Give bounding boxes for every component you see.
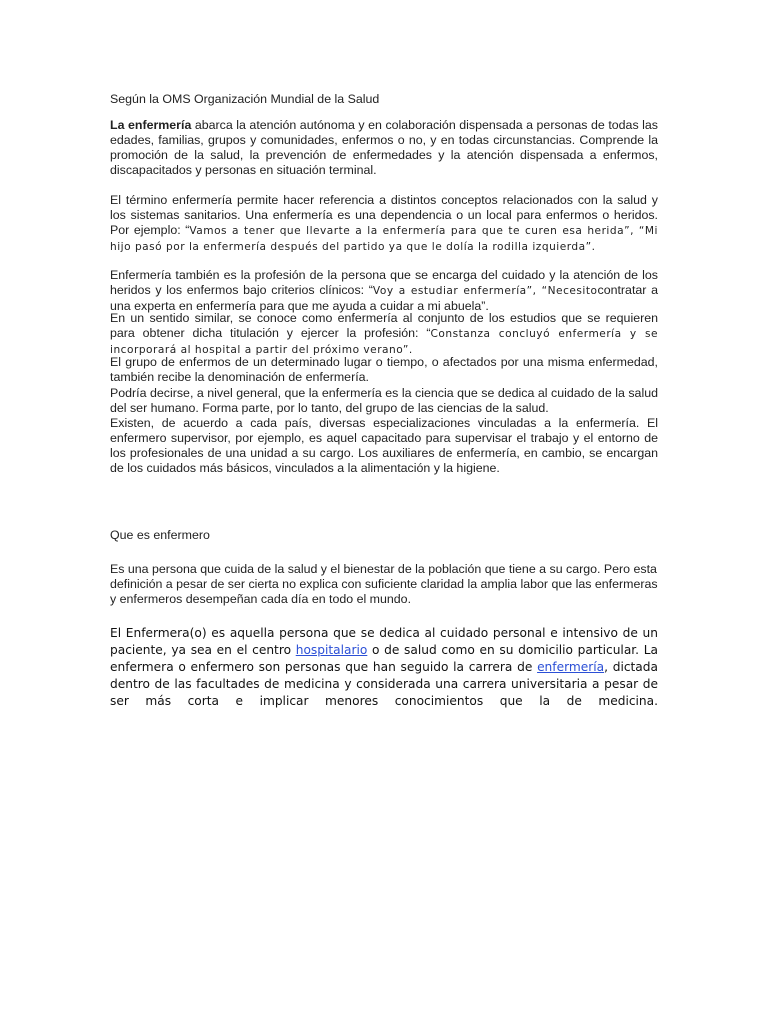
link-hospitalario[interactable]: hospitalario (295, 643, 368, 657)
paragraph-text: o de salud como en su domicilio particular. La enfermera o enfermero son personas que han seguido la carrera de (110, 643, 658, 674)
paragraph-profession (110, 268, 658, 314)
paragraph-nurse-role (110, 625, 658, 710)
paragraph-text: Enfermería también es la profesión de la persona que se encarga del cuidado y la atención de los heridos y los enfermos bajo criterios clínicos: “ (110, 268, 658, 297)
paragraph-science: Podría decirse, a nivel general, que la enfermería es la ciencia que se dedica al cuidado de la salud del ser humano. Forma parte, por lo tanto, del grupo de las ciencias de la salud. (110, 386, 658, 415)
paragraph-specializations: Existen, de acuerdo a cada país, diversas especializaciones vinculadas a la enfermería. El enfermero supervisor, por ejemplo, es aquel capacitado para supervisar el trabajo y el entorno de los profesionales de una unidad a su cargo. Los auxiliares de enfermería, en cambio, se encargan de los cuidados más básicos, vinculados a la alimentación y la higiene. (110, 416, 658, 475)
paragraph-text: El Enfermera(o) es aquella persona que se dedica al cuidado personal e intensivo de un paciente, ya sea en el centro (110, 626, 658, 657)
example-quote: Vamos a tener que llevarte a la enfermería para que te curen esa herida”, “Mi hijo pasó por la enfermería después del partido ya que le dolía la rodilla izquierda”. (110, 225, 658, 253)
paragraph-definition (110, 118, 658, 178)
page-title: Según la OMS Organización Mundial de la Salud (110, 92, 380, 106)
section-heading: Que es enfermero (110, 528, 210, 542)
bold-term: La enfermería (110, 118, 192, 132)
paragraph-nurse-definition: Es una persona que cuida de la salud y el bienestar de la población que tiene a su cargo. Pero esta definición a pesar de ser cierta no explica con suficiente claridad la amplia labor que las enfermeras y enfermeros desempeñan cada día en todo el mundo. (110, 562, 658, 606)
paragraph-text: , dictada dentro de las facultades de medicina y considerada una carrera universitaria a pesar de ser más corta e implicar menores conocimientos que la de medicina. (110, 660, 658, 708)
paragraph-studies (110, 311, 658, 358)
paragraph-text: En un sentido similar, se conoce como enfermería al conjunto de los estudios que se requieren para obtener dicha titulación y ejercer la profesión: “ (110, 311, 658, 340)
example-quote: Constanza concluyó enfermería y se incorporará al hospital a partir del próximo verano”. (110, 328, 658, 356)
paragraph-text: abarca la atención autónoma y en colaboración dispensada a personas de todas las edades, familias, grupos y comunidades, enfermos o no, y en todas circunstancias. Comprende la promoción de la salud, la prevención de enfermedades y la atención dispensada a enfermos, discapacitados y personas en situación terminal. (110, 118, 658, 177)
paragraph-text: El término enfermería permite hacer referencia a distintos conceptos relacionados con la salud y los sistemas sanitarios. Una enfermería es una dependencia o un local para enfermos o heridos. Por ejemplo: “ (110, 193, 658, 237)
paragraph-term (110, 193, 658, 255)
paragraph-text: contratar a una experta en enfermería para que me ayuda a cuidar a mi abuela”. (110, 283, 659, 313)
example-quote: Voy a estudiar enfermería”, “Necesito (372, 285, 598, 297)
link-enfermeria[interactable]: enfermería (537, 660, 605, 674)
paragraph-group: El grupo de enfermos de un determinado lugar o tiempo, o afectados por una misma enfermedad, también recibe la denominación de enfermería. (110, 355, 658, 384)
